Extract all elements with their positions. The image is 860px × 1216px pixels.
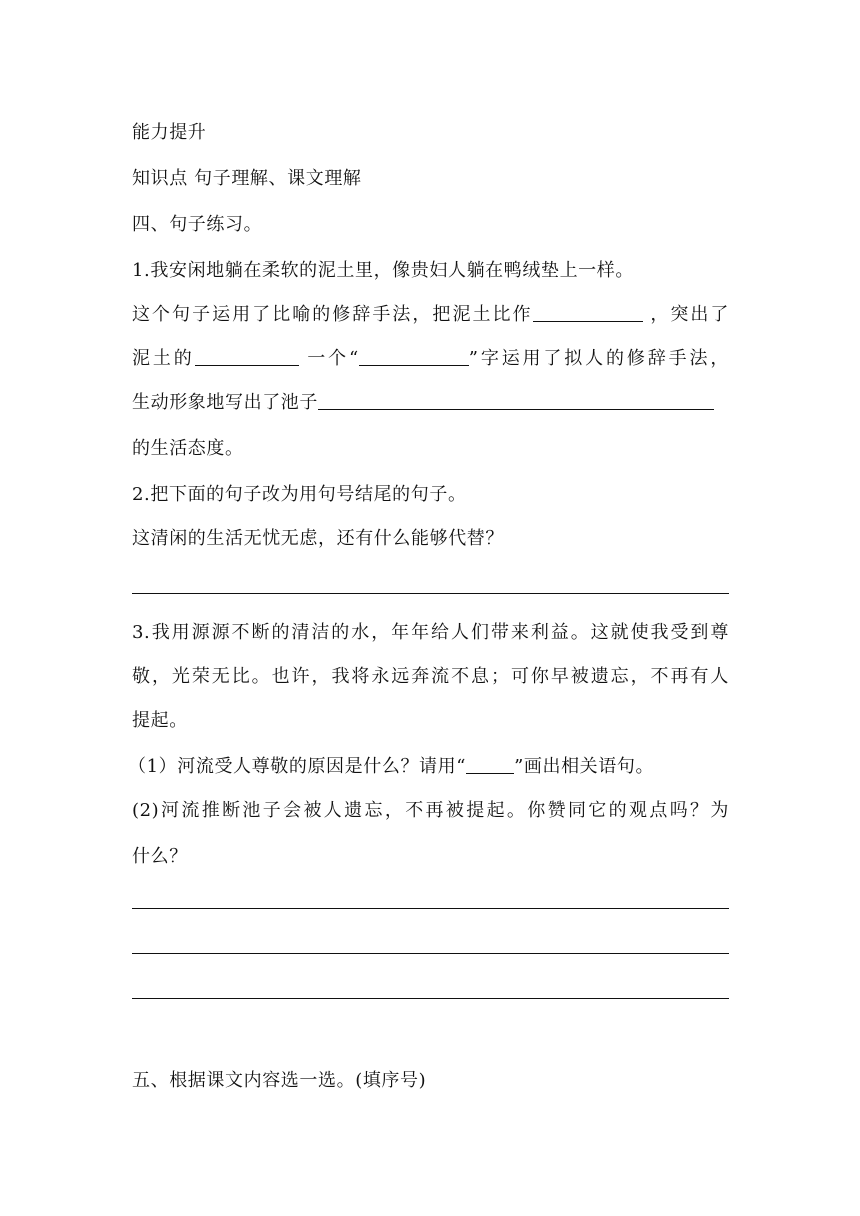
q3-answer-line-2[interactable]: [132, 953, 729, 954]
q1-blank-metaphor[interactable]: [533, 303, 643, 322]
q2-stem: 2.把下面的句子改为用句号结尾的句子。: [132, 484, 467, 505]
section-title: 能力提升: [132, 122, 207, 143]
part4-heading: 四、句子练习。: [132, 214, 263, 235]
q2-answer-line[interactable]: [132, 593, 729, 594]
q3-passage-line2: 敬，光荣无比。也许，我将永远奔流不息；可你早被遗忘，不再有人: [132, 666, 729, 687]
q1-line2-text-a: 泥土的: [132, 348, 195, 369]
q3-sub2-line1: (2)河流推断池子会被人遗忘，不再被提起。你赞同它的观点吗？为: [132, 800, 729, 821]
q1-line2-text-b: 一个“: [307, 348, 359, 369]
part5-heading: 五、根据课文内容选一选。(填序号): [132, 1070, 427, 1091]
q2-sentence: 这清闲的生活无忧无虑，还有什么能够代替？: [132, 528, 504, 549]
q1-blank-soil-trait[interactable]: [195, 347, 299, 366]
q3-answer-line-1[interactable]: [132, 908, 729, 909]
q3-sub1-text-a: （1）河流受人尊敬的原因是什么？请用“: [128, 756, 467, 777]
q3-sub1-underline-sample: [466, 755, 514, 774]
q1-line4: 的生活态度。: [132, 438, 244, 459]
q3-sub1-text-b: ”画出相关语句。: [514, 756, 655, 777]
q1-blank-word[interactable]: [359, 347, 469, 366]
q3-passage-line3: 提起。: [132, 710, 188, 731]
worksheet-page: [128, 0, 729, 1216]
q1-line2-text-c: ”字运用了拟人的修辞手法，: [468, 348, 729, 369]
q3-sub2-line2: 什么？: [132, 846, 188, 867]
q1-line1-text-b: ，突出了: [650, 304, 729, 325]
q3-answer-line-3[interactable]: [132, 998, 729, 999]
knowledge-point: 知识点 句子理解、课文理解: [132, 168, 362, 189]
q1-line3-text-a: 生动形象地写出了池子: [132, 392, 318, 413]
q1-line1-text-a: 这个句子运用了比喻的修辞手法，把泥土比作: [132, 304, 533, 325]
q1-blank-attitude[interactable]: [318, 391, 714, 410]
q3-sub1: [128, 754, 654, 780]
q1-stem: 1.我安闲地躺在柔软的泥土里，像贵妇人躺在鸭绒垫上一样。: [132, 260, 634, 281]
q1-line1: [132, 302, 729, 328]
q3-passage-line1: 3.我用源源不断的清洁的水，年年给人们带来利益。这就使我受到尊: [132, 622, 729, 643]
q1-line3: [132, 390, 714, 416]
q1-line2: [132, 346, 729, 372]
